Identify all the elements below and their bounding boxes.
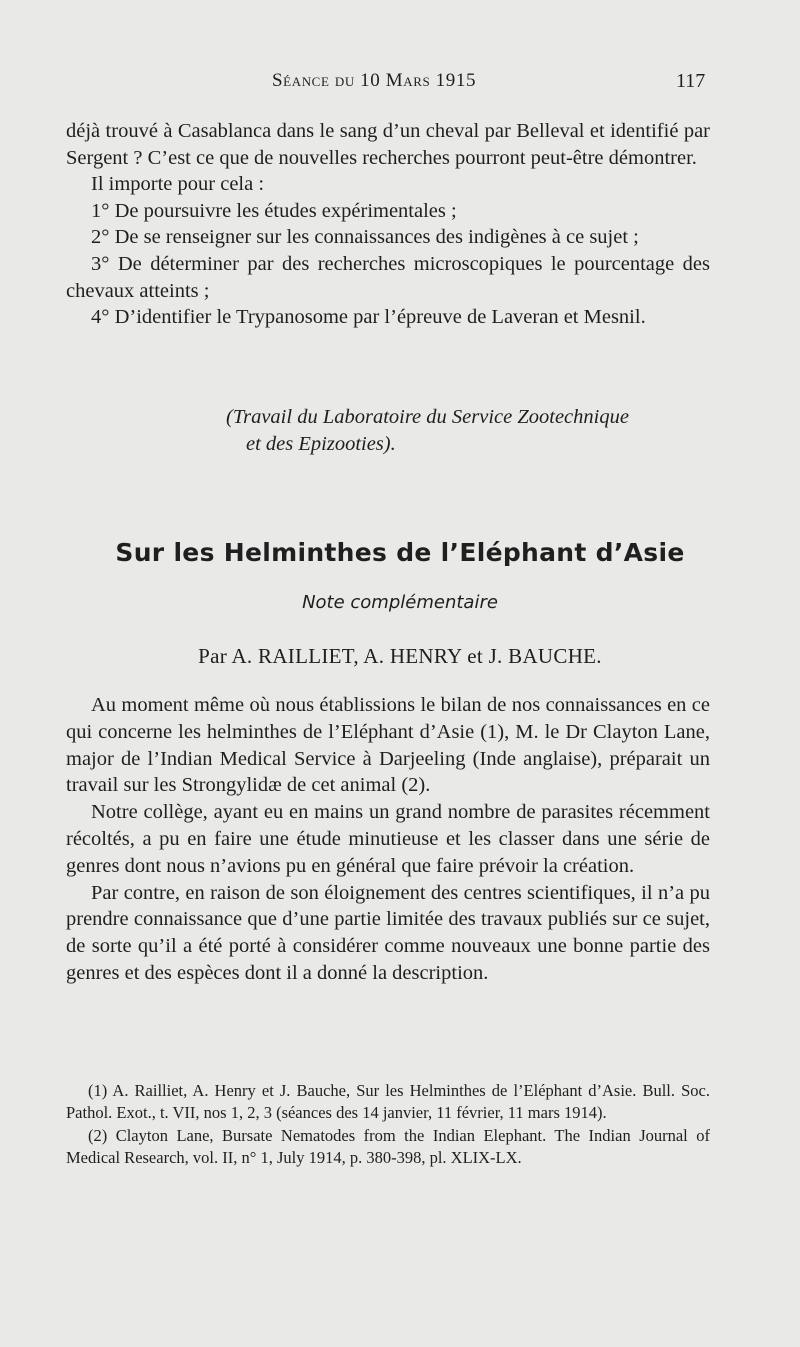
running-head-title: Séance du 10 Mars 1915: [272, 70, 477, 91]
laboratory-credit: [66, 404, 710, 458]
footnote: (2) Clayton Lane, Bursate Nematodes from the Indian Elephant. The Indian Journal of Medical Research, vol. II, n° 1, July 1914, p. 380-398, pl. XLIX-LX.: [66, 1126, 710, 1167]
list-item: 1° De poursuivre les études expérimentales ;: [91, 199, 457, 222]
page-number: 117: [676, 70, 706, 92]
footnote: (1) A. Railliet, A. Henry et J. Bauche, Sur les Helminthes de l’Eléphant d’Asie. Bull. Soc. Pathol. Exot., t. VII, nos 1, 2, 3 (séances des 14 janvier, 11 février, 11 mars 1914).: [66, 1081, 710, 1122]
article-body: [66, 692, 710, 987]
paragraph: Il importe pour cela :: [91, 173, 265, 196]
paragraph: Par contre, en raison de son éloignement des centres scientifiques, il n’a pu prendre connaissance que d’une partie limitée des travaux publiés sur ce sujet, de sorte qu’il a été porté à considérer comme nouveaux une bonne partie des genres et des espèces dont il a donné la description.: [66, 881, 710, 984]
previous-article-text: [66, 118, 710, 331]
footnotes: [66, 1080, 710, 1170]
article-authors: Par A. RAILLIET, A. HENRY et J. BAUCHE.: [198, 644, 602, 668]
paragraph: Notre collège, ayant eu en mains un grand nombre de parasites récemment récoltés, a pu en faire une étude minutieuse et les classer dans une série de genres dont nous n’avions pu en général que faire prévoir la création.: [66, 801, 710, 877]
list-item: 4° D’identifier le Trypanosome par l’épreuve de Laveran et Mesnil.: [91, 306, 646, 329]
paragraph: déjà trouvé à Casablanca dans le sang d’un cheval par Belleval et identifié par Sergent ? C’est ce que de nouvelles recherches pourront peut-être démontrer.: [66, 120, 710, 169]
credit-line: (Travail du Laboratoire du Service Zootechnique: [226, 406, 629, 428]
running-head: [0, 70, 800, 96]
credit-line: et des Epizooties).: [246, 433, 396, 455]
paragraph: Au moment même où nous établissions le bilan de nos connaissances en ce qui concerne les helminthes de l’Eléphant d’Asie (1), M. le Dr Clayton Lane, major de l’Indian Medical Service à Darjeeling (Inde anglaise), préparait un travail sur les Strongylidæ de cet animal (2).: [66, 694, 710, 797]
article-title: Sur les Helminthes de l’Eléphant d’Asie: [115, 538, 685, 567]
list-item: 2° De se renseigner sur les connaissances des indigènes à ce sujet ;: [91, 226, 639, 249]
article-subtitle: Note complémentaire: [302, 592, 498, 613]
list-item: 3° De déterminer par des recherches microscopiques le pourcentage des chevaux atteints ;: [66, 252, 710, 302]
